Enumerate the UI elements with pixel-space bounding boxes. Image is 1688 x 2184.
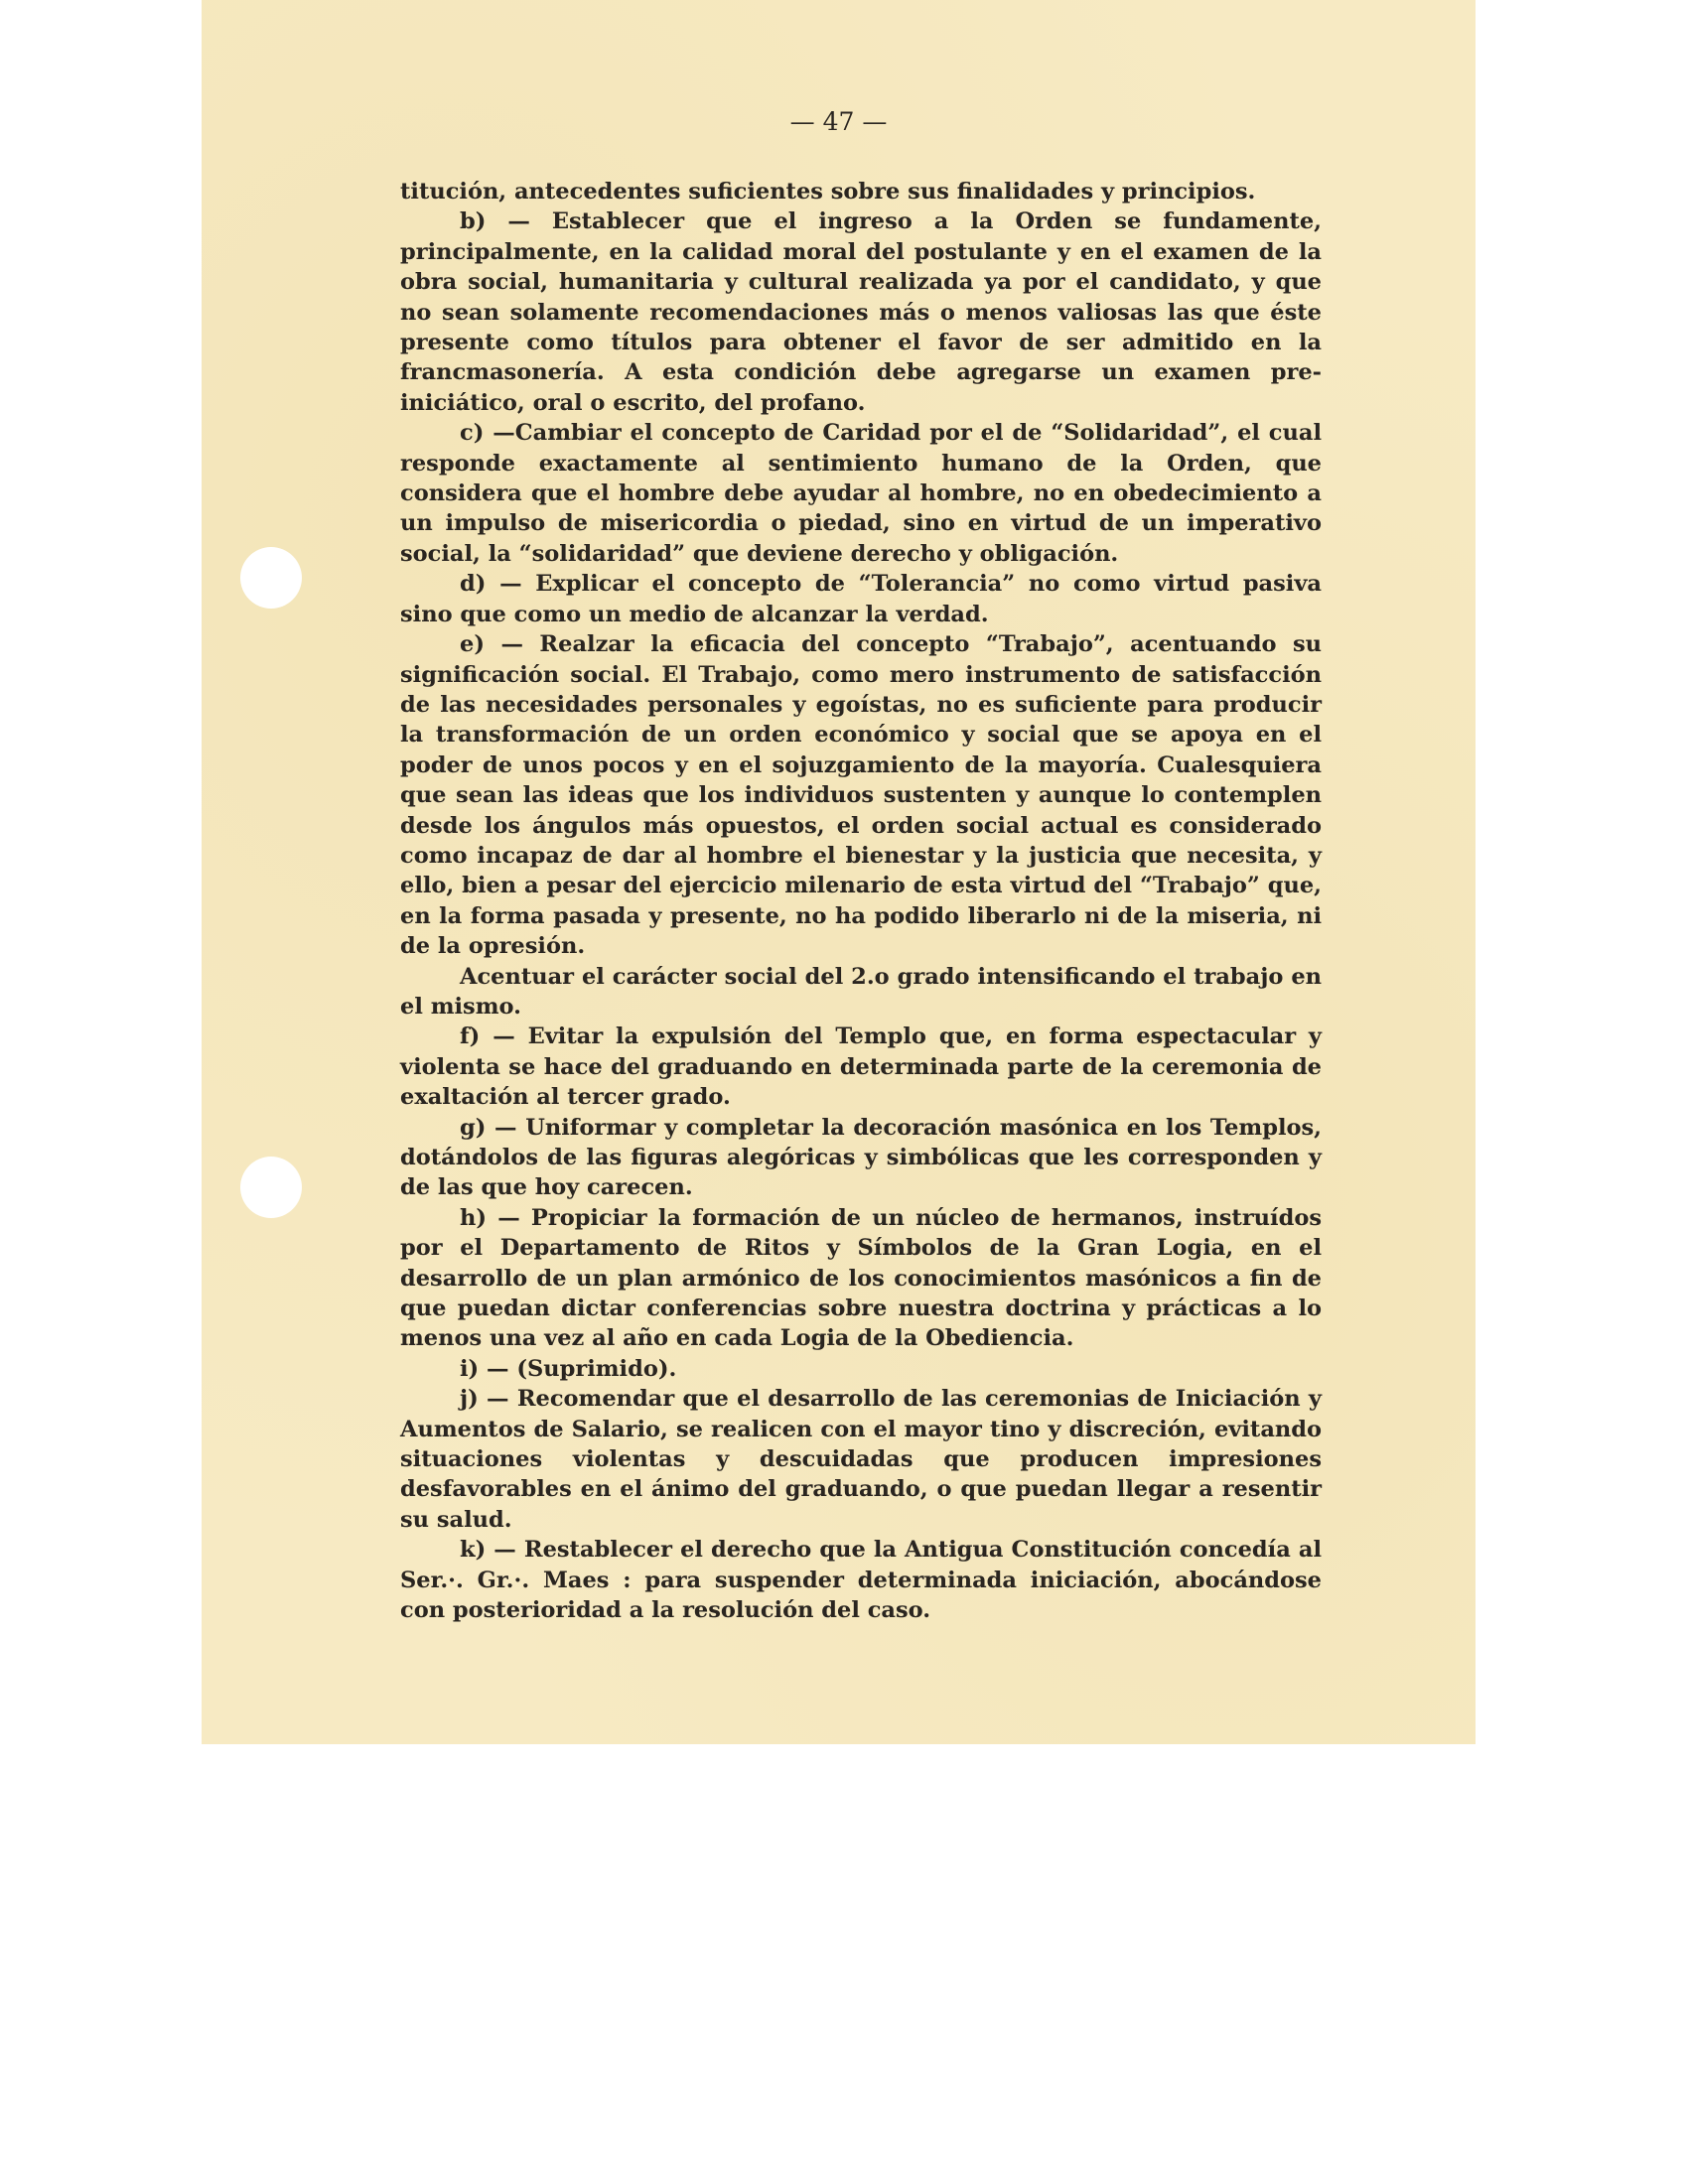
paragraph-item-c: c) —Cambiar el concepto de Caridad por el de “Solidaridad”, el cual responde exactamente al sentimiento humano de la Orden, que considera que el hombre debe ayudar al hombre, no en obedecimiento a un impulso de misericordia o piedad, sino en virtud de un imperativo social, la “solidaridad” que deviene derecho y obligación. bbox=[400, 420, 1322, 567]
paragraph-item-e: e) — Realzar la eficacia del concepto “Trabajo”, acentuando su significación social. El Trabajo, como mero instrumento de satisfacción de las necesidades personales y egoístas, no es suficiente para producir la transformación de un orden económico y social que se apoya en el poder de unos pocos y en el sojuzgamiento de la mayoría. Cualesquiera que sean las ideas que los individuos sustenten y aunque lo contemplen desde los ángulos más opuestos, el orden social actual es considerado como incapaz de dar al hombre el bienestar y la justicia que necesita, y ello, bien a pesar del ejercicio milenario de esta virtud del “Trabajo” que, en la forma pasada y presente, no ha podido liberarlo ni de la miseria, ni de la opresión. bbox=[400, 631, 1322, 960]
paragraph-item-i: i) — (Suprimido). bbox=[460, 1355, 677, 1382]
punch-hole bbox=[240, 547, 302, 609]
paragraph-item-k: k) — Restablecer el derecho que la Antigua Constitución concedía al Ser.·. Gr.·. Maes : para suspender determinada iniciación, abocándose con posterioridad a la resolución del caso. bbox=[400, 1537, 1322, 1624]
paragraph-item-g: g) — Uniformar y completar la decoración masónica en los Templos, dotándolos de las figuras alegóricas y simbólicas que les corresponden y de las que hoy carecen. bbox=[400, 1114, 1322, 1201]
paragraph-item-b: b) — Establecer que el ingreso a la Orden se fundamente, principalmente, en la calidad moral del postulante y en el examen de la obra social, humanitaria y cultural realizada ya por el candidato, y que no sean solamente recomendaciones más o menos valiosas las que éste presente como títulos para obtener el favor de ser admitido en la francmasonería. A esta condición debe agregarse un examen pre-iniciático, oral o escrito, del profano. bbox=[400, 208, 1322, 416]
paragraph-item-h: h) — Propiciar la formación de un núcleo de hermanos, instruídos por el Departamento de Ritos y Símbolos de la Gran Logia, en el desarrollo de un plan armónico de los conocimientos masónicos a fin de que puedan dictar conferencias sobre nuestra doctrina y prácticas a lo menos una vez al año en cada Logia de la Obediencia. bbox=[400, 1204, 1322, 1352]
scanned-page bbox=[202, 0, 1476, 1744]
paragraph-item-j: j) — Recomendar que el desarrollo de las ceremonias de Iniciación y Aumentos de Salario, se realicen con el mayor tino y discreción, evitando situaciones violentas y descuidadas que producen impresiones desfavorables en el ánimo del graduando, o que puedan llegar a resentir su salud. bbox=[400, 1386, 1322, 1533]
page-number: — 47 — bbox=[789, 107, 888, 136]
body-text bbox=[400, 177, 1322, 1626]
paragraph-second-degree: Acentuar el carácter social del 2.o grado intensificando el trabajo en el mismo. bbox=[400, 963, 1322, 1020]
paragraph-continuation: titución, antecedentes suficientes sobre sus finalidades y principios. bbox=[400, 179, 1256, 205]
paragraph-item-f: f) — Evitar la expulsión del Templo que, en forma espectacular y violenta se hace del graduando en determinada parte de la ceremonia de exaltación al tercer grado. bbox=[400, 1024, 1322, 1111]
punch-hole bbox=[240, 1157, 302, 1218]
paragraph-item-d: d) — Explicar el concepto de “Tolerancia” no como virtud pasiva sino que como un medio de alcanzar la verdad. bbox=[400, 571, 1322, 627]
